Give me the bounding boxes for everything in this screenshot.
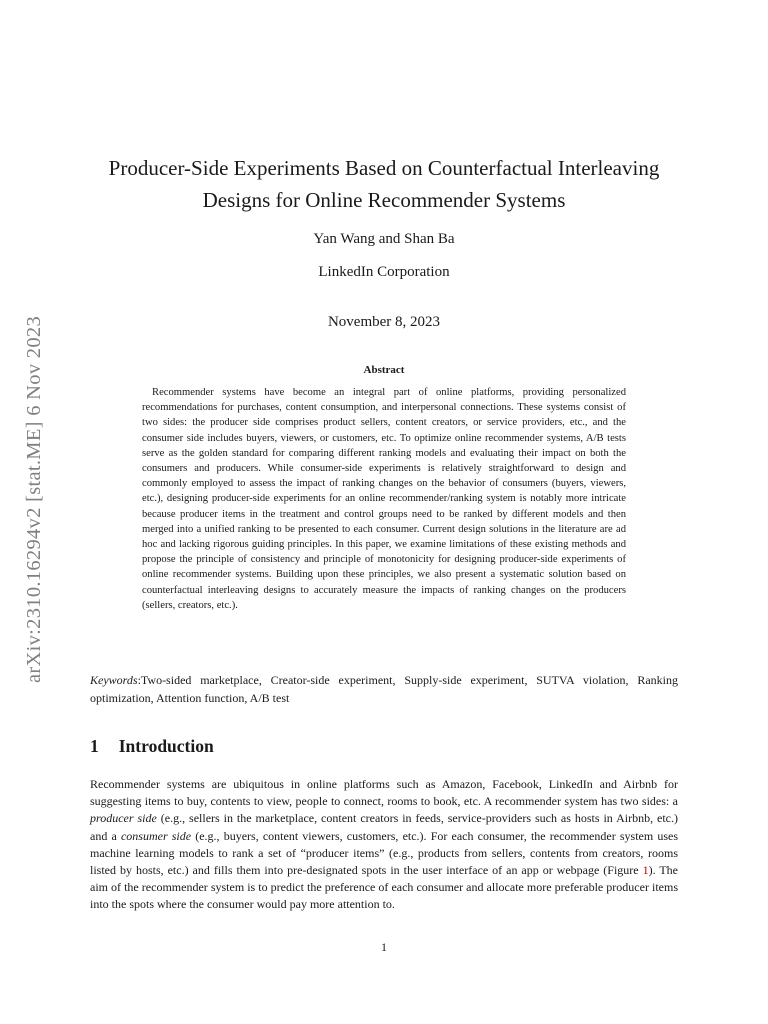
intro-emphasis-producer-side: producer side [90, 811, 157, 826]
intro-emphasis-consumer-side: consumer side [120, 828, 192, 843]
figure-1-link[interactable]: 1 [642, 863, 649, 878]
keywords-label: Keywords [90, 673, 138, 687]
keywords-text: Two-sided marketplace, Creator-side experiment, Supply-side experiment, SUTVA violation, Ranking optimization, Attention function, A/B test [90, 673, 678, 705]
abstract-heading: Abstract [363, 364, 405, 376]
intro-paragraph [90, 776, 678, 914]
paper-date: November 8, 2023 [327, 314, 441, 330]
page-number: 1 [381, 940, 387, 954]
section-title: Introduction [118, 736, 214, 756]
abstract-text: Recommender systems have become an integral part of online platforms, providing personalized recommendations for purchases, content consumption, and interpersonal connections. These systems consist of two sides: the producer side comprises product sellers, content creators, or service providers, etc., and the consumer side includes buyers, viewers, or customers, etc. To optimize online recommender systems, A/B tests serve as the golden standard for comparing different ranking models and evaluating their impact on both the consumers and producers. While consumer-side experiments is relatively straightforward to design and commonly employed to assess the impact of ranking changes on the behavior of consumers (buyers, viewers, etc.), designing producer-side experiments for an online recommender/ranking system is notably more intricate because producer items in the treatment and control groups need to be ranked by different models and then merged into a unified ranking to be presented to each consumer. Current design solutions in the literature are ad hoc and lacking rigorous guiding principles. In this paper, we examine limitations of these existing methods and propose the principle of consistency and principle of monotonicity for designing producer-side experiments of online recommender systems. Building upon these principles, we also present a systematic solution based on counterfactual interleaving designs to accurately measure the impacts of ranking changes on the producers (sellers, creators, etc.). [142, 387, 626, 611]
keywords-paragraph: Keywords:Two-sided marketplace, Creator-side experiment, Supply-side experiment, SUTVA violation, Ranking optimization, Attention function, A/B test [90, 673, 678, 705]
paper-affiliation: LinkedIn Corporation [318, 264, 450, 280]
intro-text-part3: (e.g., buyers, content viewers, customers, etc.). For each consumer, the recommender system uses machine learning models to rank a set of “producer items” (e.g., products from sellers, contents from creators, rooms listed by hosts, etc.) and fills them into pre-designated spots in the user interface of an app or webpage (Figure [90, 828, 678, 878]
paper-authors: Yan Wang and Shan Ba [313, 231, 455, 247]
section-heading [90, 736, 214, 757]
intro-text-part1: Recommender systems are ubiquitous in online platforms such as Amazon, Facebook, LinkedIn and Airbnb for suggesting items to buy, contents to view, people to connect, rooms to book, etc. A recommender system has two sides: a [90, 777, 678, 809]
arxiv-stamp-text: arXiv:2310.16294v2 [stat.ME] 6 Nov 2023 [22, 315, 45, 683]
section-number: 1 [90, 736, 99, 756]
arxiv-stamp [14, 268, 54, 730]
paper-title: Producer-Side Experiments Based on Counterfactual Interleaving Designs for Online Recommender Systems [108, 156, 660, 212]
intro-text-part2: (e.g., sellers in the marketplace, content creators in feeds, service-providers such as hosts in Airbnb, etc.) and a [90, 811, 678, 843]
intro-text-part4: ). The aim of the recommender system is to predict the preference of each consumer and allocate more preferable producer items into the spots where the consumer would pay more attention to. [90, 863, 678, 912]
